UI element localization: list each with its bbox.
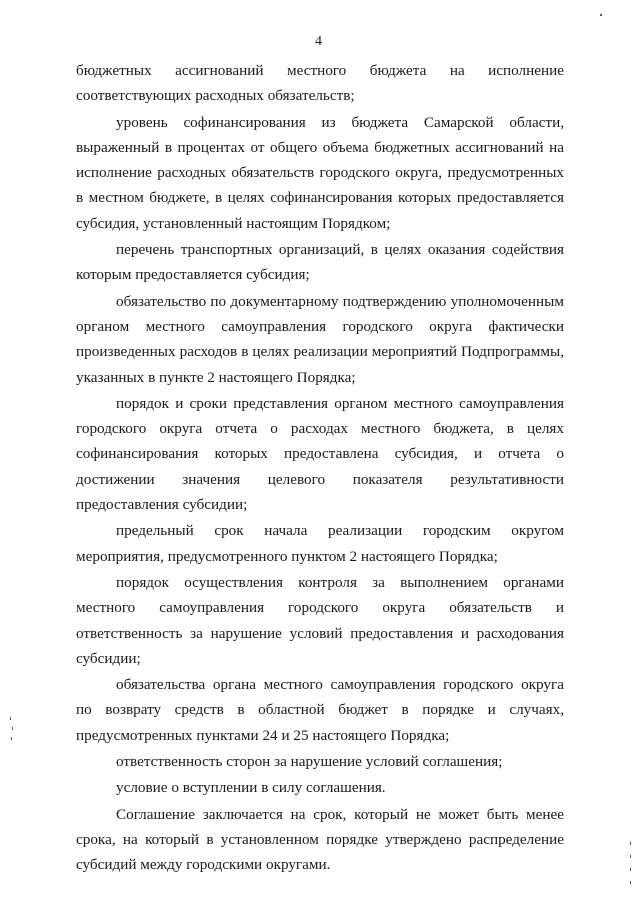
scan-mark-right-2 (630, 855, 631, 858)
paragraph-5: порядок и сроки представления органом местного самоуправления городского округа отчета о расходах местного бюджета, в целях софинансирования которых предоставлена субсидия, и отчета о достижении значения целевого показателя результативности предоставления субсидии; (76, 394, 564, 514)
paragraph-6: предельный срок начала реализации городским округом мероприятия, предусмотренного пунктом 2 настоящего Порядка; (76, 522, 564, 565)
paragraph-7: порядок осуществления контроля за выполнением органами местного самоуправления городского округа обязательств и ответственность за нарушение условий предоставления и расходования субсидии; (76, 573, 564, 667)
scan-mark-right-4 (630, 881, 631, 884)
paragraph-10: условие о вступлении в силу соглашения. (116, 779, 386, 797)
scan-mark-right-1 (630, 842, 631, 845)
scan-mark-left-1 (10, 717, 11, 720)
paragraph-4: обязательство по документарному подтверждению уполномоченным органом местного самоуправления городского округа фактически произведенных расходов в целях реализации мероприятий Подпрограммы, указанных в пункте 2 настоящего Порядка; (76, 292, 564, 386)
document-body (76, 58, 564, 878)
scan-mark-left-3 (11, 737, 12, 740)
scan-mark-right-3 (630, 868, 631, 871)
paragraph-3: перечень транспортных организаций, в целях оказания содействия которым предоставляется субсидия; (76, 241, 564, 284)
paragraph-8: обязательства органа местного самоуправления городского округа по возврату средств в областной бюджет в порядке и случаях, предусмотренных пунктами 24 и 25 настоящего Порядка; (76, 676, 564, 744)
page-number: 4 (315, 34, 322, 49)
paragraph-11: Соглашение заключается на срок, который не может быть менее срока, на который в установленном порядке утверждено распределение субсидий между городскими округами. (76, 805, 564, 874)
scan-mark-top-right (600, 14, 602, 16)
scan-mark-left-2 (12, 727, 13, 730)
paragraph-2: уровень софинансирования из бюджета Самарской области, выраженный в процентах от общего объема бюджетных ассигнований на исполнение расходных обязательств городского округа, предусмотренных в местном бюджете, в целях софинансирования которых предоставляется субсидия, установленный настоящим Порядком; (76, 113, 564, 232)
paragraph-9: ответственность сторон за нарушение условий соглашения; (116, 753, 503, 771)
paragraph-1: бюджетных ассигнований местного бюджета на исполнение соответствующих расходных обязательств; (76, 62, 564, 105)
